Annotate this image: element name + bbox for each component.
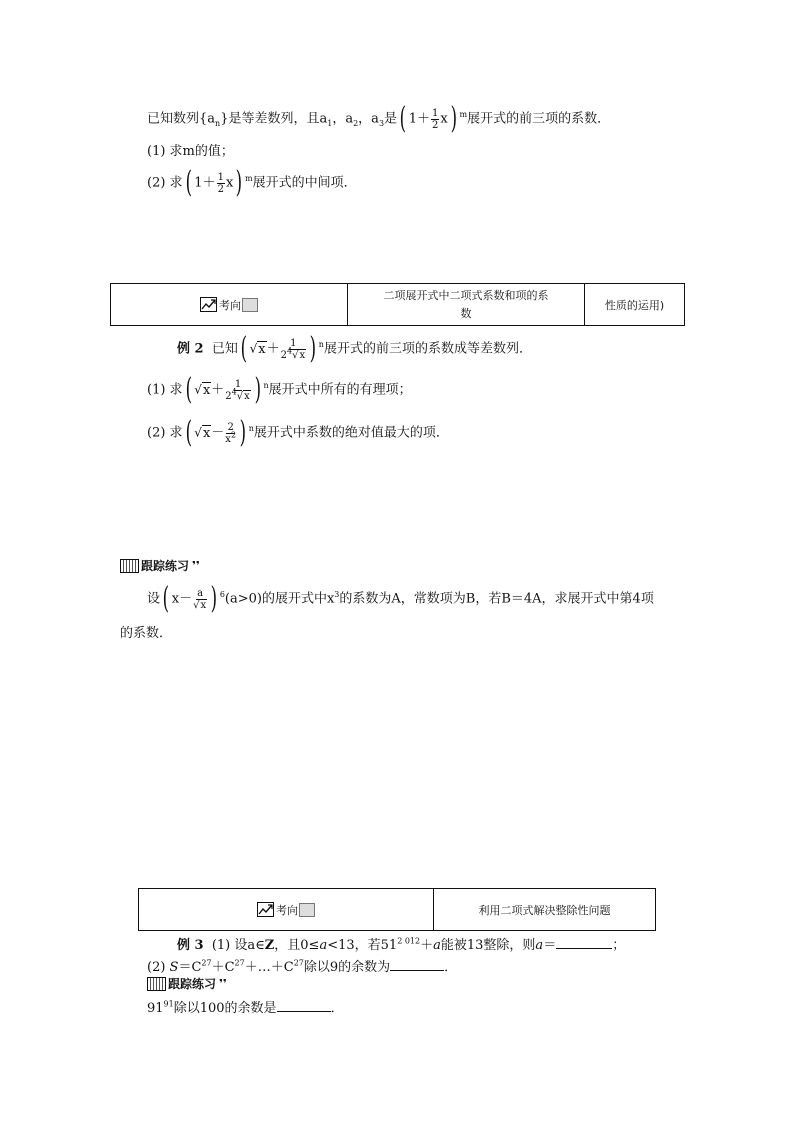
practice1-statement: 设( x－ $\frac{a}{√x}$ ) $^6$(a>0)的展开式中$x^3$的系数为A，常数项为B，若B＝4A，求展开式中第4项 <box>147 581 654 616</box>
topic-box-2 <box>138 888 656 931</box>
practice2-statement: $91^{91}$除以100的余数是 ． <box>147 999 344 1016</box>
notebook-icon <box>147 977 166 991</box>
answer-blank[interactable] <box>556 936 612 949</box>
problem1-statement: 已知数列$\{a_n\}$是等差数列，且$a_1$，$a_2$，$a_3$是( 1＋ $\frac{1}{2}$ x) $^m$展开式的前三项的系数． <box>147 101 611 136</box>
example3-part1: 例 3 (1) 设a∈Z，且0≤a<13，若$51^{2 012}+a$能被13整除，则a＝ ； <box>177 936 626 953</box>
example2-question2: (2) 求( √x－ $\frac{2}{x^2}$ ) $^n$展开式中系数的绝对值最大的项． <box>147 415 449 450</box>
problem1-question1: (1) 求m的值； <box>147 144 234 159</box>
topic-box-2-title: 考向 <box>139 889 434 930</box>
example3-label: 例 3 <box>177 938 204 953</box>
topic-box-1-suffix: 性质的运用) <box>604 298 665 312</box>
problem1-question2: (2) 求( 1＋ $\frac{1}{2}$ x) $^m$展开式的中间项． <box>147 165 357 200</box>
example2-statement: 例 2 已知( √x＋ $\frac{1}{2^4√x}$ ) $^n$展开式的前三项的系数成等差数列． <box>177 331 532 366</box>
notebook-icon <box>120 559 139 573</box>
answer-blank[interactable] <box>277 999 331 1012</box>
footprints-icon: ❜❜ <box>219 977 227 990</box>
topic-box-2-description: 利用二项式解决整除性问题 <box>478 903 611 917</box>
fraction-half: $\frac{1}{2}$ <box>432 107 439 131</box>
practice1-statement-line2: 的系数． <box>120 626 173 641</box>
example2-question1: (1) 求( √x＋ $\frac{1}{2^4√x}$ ) $^n$展开式中所有的有理项； <box>147 372 412 407</box>
trend-chart-icon <box>257 902 274 917</box>
trend-chart-icon <box>200 297 217 312</box>
example3-part2: (2) $S=C^{27}+C^{27}+\dots+C^{27}$除以9的余数为 ． <box>147 958 458 975</box>
topic-box-1-description: 二项展开式中二项式系数和项的系 数 <box>348 284 585 325</box>
practice1-badge: 跟踪练习 ❜❜ <box>120 557 200 577</box>
footprints-icon: ❜❜ <box>192 559 200 572</box>
practice2-badge: 跟踪练习 ❜❜ <box>147 975 227 995</box>
answer-blank[interactable] <box>390 958 444 971</box>
topic-box-1 <box>110 283 685 326</box>
topic-box-1-title: 考向 <box>111 284 348 325</box>
example2-label: 例 2 <box>177 341 204 357</box>
